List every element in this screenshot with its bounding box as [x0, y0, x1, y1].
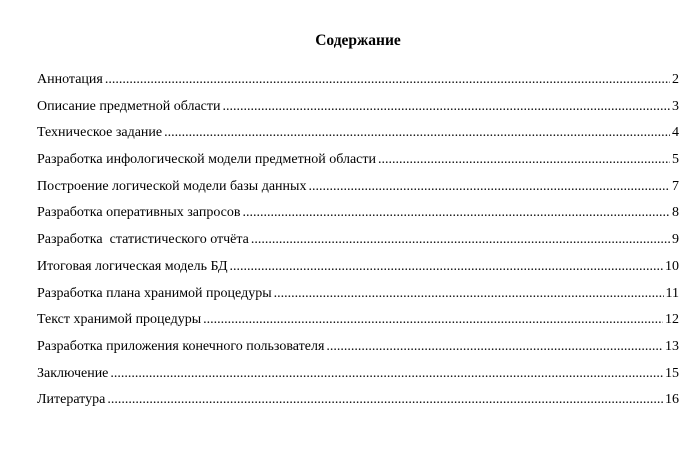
toc-entry-conclusion[interactable] [37, 364, 679, 391]
toc-entry-label: Построение логической модели базы данных [37, 178, 307, 194]
dot-leader [223, 97, 670, 117]
toc-entry-label: Разработка плана хранимой процедуры [37, 285, 272, 301]
toc-title: Содержание [315, 32, 401, 49]
toc-entry-label: Литература [37, 392, 106, 408]
toc-entry-label: Текст хранимой процедуры [37, 312, 202, 328]
toc-entry-technical-task[interactable] [37, 123, 679, 150]
toc-entry-annotation[interactable] [37, 70, 679, 97]
toc-entry-label: Разработка инфологической модели предметной области [37, 152, 376, 168]
toc-entry-final-logical-model[interactable] [37, 257, 679, 284]
dot-leader [251, 230, 670, 250]
toc-entry-label: Заключение [37, 365, 109, 381]
dot-leader [203, 310, 663, 330]
toc-entry-page: 2 [672, 72, 679, 87]
dot-leader [164, 123, 670, 143]
toc-entry-label: Итоговая логическая модель БД [37, 258, 228, 274]
dot-leader [378, 150, 670, 170]
toc-entry-page: 7 [672, 178, 679, 194]
toc-entry-logical-model[interactable] [37, 177, 679, 204]
toc-entry-subject-description[interactable] [37, 97, 679, 124]
toc-entry-label: Аннотация [37, 72, 103, 87]
dot-leader [308, 177, 670, 197]
toc-entry-procedure-plan[interactable] [37, 284, 679, 311]
dot-leader [230, 257, 663, 277]
toc-entry-page: 3 [672, 98, 679, 114]
toc-entry-label: Разработка приложения конечного пользователя [37, 338, 325, 354]
toc-entry-page: 16 [665, 392, 679, 408]
toc-entry-label: Описание предметной области [37, 98, 221, 114]
toc-entry-label: Разработка статистического отчёта [37, 232, 249, 248]
toc-entry-literature[interactable] [37, 390, 679, 417]
dot-leader [110, 364, 663, 384]
dot-leader [274, 284, 664, 304]
toc-entry-statistical-report[interactable] [37, 230, 679, 257]
toc-entry-page: 8 [672, 205, 679, 221]
toc-entry-page: 10 [665, 258, 679, 274]
toc-entry-page: 11 [665, 285, 679, 301]
toc-entry-page: 13 [665, 338, 679, 354]
toc-entry-end-user-app[interactable] [37, 337, 679, 364]
dot-leader [326, 337, 663, 357]
toc-list [37, 70, 679, 417]
toc-entry-infological-model[interactable] [37, 150, 679, 177]
dot-leader [107, 390, 663, 410]
toc-entry-page: 5 [672, 152, 679, 168]
dot-leader [243, 203, 670, 223]
toc-entry-label: Техническое задание [37, 125, 163, 141]
toc-entry-procedure-text[interactable] [37, 310, 679, 337]
toc-entry-label: Разработка оперативных запросов [37, 205, 241, 221]
toc-entry-page: 15 [665, 365, 679, 381]
toc-entry-page: 4 [672, 125, 679, 141]
toc-entry-operative-queries[interactable] [37, 203, 679, 230]
dot-leader [105, 70, 670, 90]
toc-entry-page: 12 [665, 312, 679, 328]
toc-entry-page: 9 [672, 232, 679, 248]
